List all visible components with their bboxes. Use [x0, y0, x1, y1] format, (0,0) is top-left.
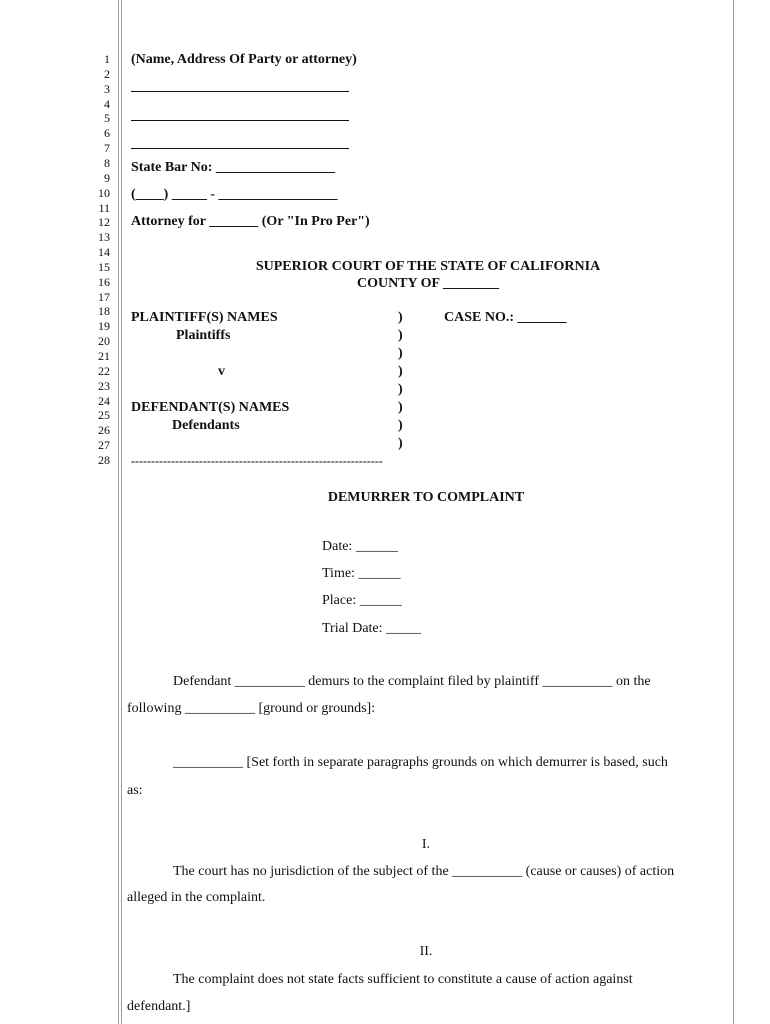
line-number: 9: [104, 170, 110, 185]
hearing-date: Date: ______: [322, 539, 398, 554]
state-bar-field: State Bar No: _________________: [131, 160, 335, 175]
caption-paren: ): [398, 364, 403, 379]
paragraph-1-line-2: following __________ [ground or grounds]:: [127, 701, 376, 716]
line-number: 8: [104, 155, 110, 170]
section-2-line-2: defendant.]: [127, 999, 191, 1014]
section-1-line-2: alleged in the complaint.: [127, 890, 266, 905]
phone-field: (____) _____ - _________________: [131, 187, 338, 202]
caption-paren: ): [398, 328, 403, 343]
line-number: 1: [104, 52, 110, 66]
plaintiffs-label: Plaintiffs: [176, 328, 231, 343]
line-number: 22: [98, 363, 110, 378]
line-number: 16: [98, 274, 110, 289]
line-number: 23: [98, 378, 110, 393]
caption-divider: ---------------------------------------------------------------: [131, 454, 383, 468]
line-number: 13: [98, 230, 110, 245]
line-number: 17: [98, 289, 110, 304]
address-line-3: [131, 137, 349, 154]
caption-paren: ): [398, 436, 403, 451]
line-number: 3: [104, 81, 110, 96]
caption-paren: ): [398, 310, 403, 325]
paragraph-2-line-1: __________ [Set forth in separate paragraphs grounds on which demurrer is based, such: [173, 755, 668, 770]
line-number: 5: [104, 111, 110, 126]
section-1-heading: I.: [421, 837, 431, 852]
section-2-line-1: The complaint does not state facts sufficient to constitute a cause of action against: [173, 972, 633, 987]
court-name: SUPERIOR COURT OF THE STATE OF CALIFORNIA: [255, 259, 601, 274]
line-number: 20: [98, 334, 110, 349]
caption-paren: ): [398, 382, 403, 397]
line-number: 14: [98, 245, 110, 260]
caption-paren: ): [398, 400, 403, 415]
line-number: 2: [104, 66, 110, 81]
line-number: 18: [98, 304, 110, 319]
section-1-line-1: The court has no jurisdiction of the subject of the __________ (cause or causes) of action: [173, 864, 675, 879]
line-number: 6: [104, 126, 110, 141]
line-number: 25: [98, 408, 110, 423]
caption-paren: ): [398, 418, 403, 433]
line-number: 4: [104, 96, 110, 111]
hearing-place: Place: ______: [322, 593, 402, 608]
versus-label: v: [218, 364, 225, 379]
right-margin-rule: [733, 0, 734, 1024]
line-number: 11: [98, 200, 110, 215]
line-number: 21: [98, 349, 110, 363]
line-number: 28: [98, 452, 110, 467]
caption-paren: ): [398, 346, 403, 361]
left-margin-rule-inner: [121, 0, 122, 1024]
address-line-1: [131, 80, 349, 97]
line-number: 7: [104, 141, 110, 156]
attorney-for-field: Attorney for _______ (Or "In Pro Per"): [131, 214, 370, 229]
line-number: 19: [98, 319, 110, 334]
case-number: CASE NO.: _______: [444, 310, 567, 325]
line-number: 12: [98, 215, 110, 230]
paragraph-2-line-2: as:: [127, 783, 143, 798]
defendants-names: DEFENDANT(S) NAMES: [131, 400, 290, 415]
trial-date: Trial Date: _____: [322, 621, 422, 636]
address-line-2: [131, 109, 349, 126]
hearing-time: Time: ______: [322, 566, 401, 581]
party-label: (Name, Address Of Party or attorney): [131, 52, 357, 67]
plaintiffs-names: PLAINTIFF(S) NAMES: [131, 310, 278, 325]
paragraph-1-line-1: Defendant __________ demurs to the complaint filed by plaintiff __________ on the: [173, 674, 651, 689]
line-number: 26: [98, 423, 110, 438]
county-line: COUNTY OF ________: [356, 276, 500, 291]
section-2-heading: II.: [419, 944, 433, 959]
line-number: 15: [98, 259, 110, 274]
line-number: 24: [98, 393, 110, 408]
line-number: 27: [98, 438, 110, 453]
defendants-label: Defendants: [172, 418, 240, 433]
left-margin-rule: [118, 0, 119, 1024]
line-number: 10: [98, 185, 110, 200]
document-title: DEMURRER TO COMPLAINT: [327, 490, 525, 505]
